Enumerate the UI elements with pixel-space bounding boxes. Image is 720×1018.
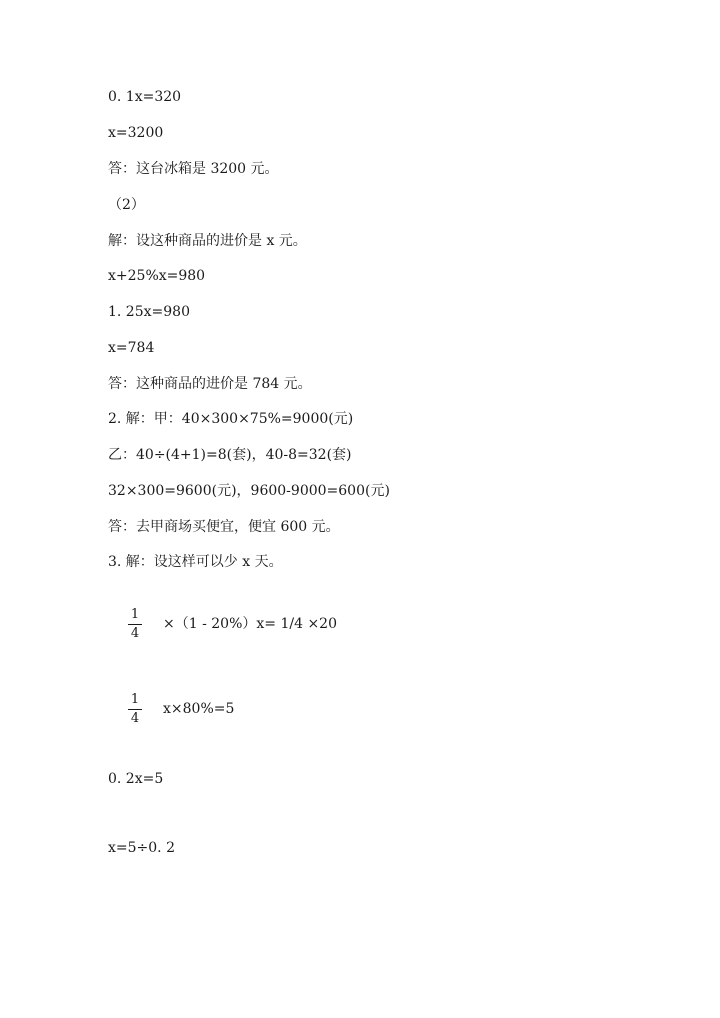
fraction-numerator: 1 bbox=[130, 607, 140, 622]
equation-remainder: x×80%=5 bbox=[163, 701, 235, 717]
text-line: 解：设这种商品的进价是 x 元。 bbox=[108, 233, 307, 249]
fraction-one-quarter bbox=[128, 692, 142, 727]
text-line: 1. 25x=980 bbox=[108, 304, 190, 320]
fraction-denominator: 4 bbox=[130, 626, 140, 641]
text-line: x=3200 bbox=[108, 125, 164, 141]
fraction-bar bbox=[128, 709, 142, 710]
text-line: 答：这种商品的进价是 784 元。 bbox=[108, 376, 312, 392]
text-line: （2） bbox=[108, 197, 145, 213]
text-line: 32×300=9600(元)，9600-9000=600(元) bbox=[108, 483, 390, 499]
fraction-one-quarter bbox=[128, 607, 142, 642]
text-line: 0. 2x=5 bbox=[108, 771, 164, 787]
text-line: 2. 解：甲：40×300×75%=9000(元) bbox=[108, 411, 354, 427]
fraction-denominator: 4 bbox=[130, 711, 140, 726]
fraction-bar bbox=[128, 624, 142, 625]
text-line: 3. 解：设这样可以少 x 天。 bbox=[108, 554, 283, 570]
text-line: x=5÷0. 2 bbox=[108, 840, 175, 856]
text-line: 乙：40÷(4+1)=8(套)，40-8=32(套) bbox=[108, 447, 352, 463]
text-line: 0. 1x=320 bbox=[108, 89, 182, 105]
text-line: x=784 bbox=[108, 340, 155, 356]
text-line: 答：去甲商场买便宜，便宜 600 元。 bbox=[108, 519, 340, 535]
text-line: x+25%x=980 bbox=[108, 268, 206, 284]
equation-remainder: ×（1 - 20%）x= 1/4 ×20 bbox=[163, 616, 337, 632]
text-line: 答：这台冰箱是 3200 元。 bbox=[108, 161, 279, 177]
fraction-numerator: 1 bbox=[130, 692, 140, 707]
